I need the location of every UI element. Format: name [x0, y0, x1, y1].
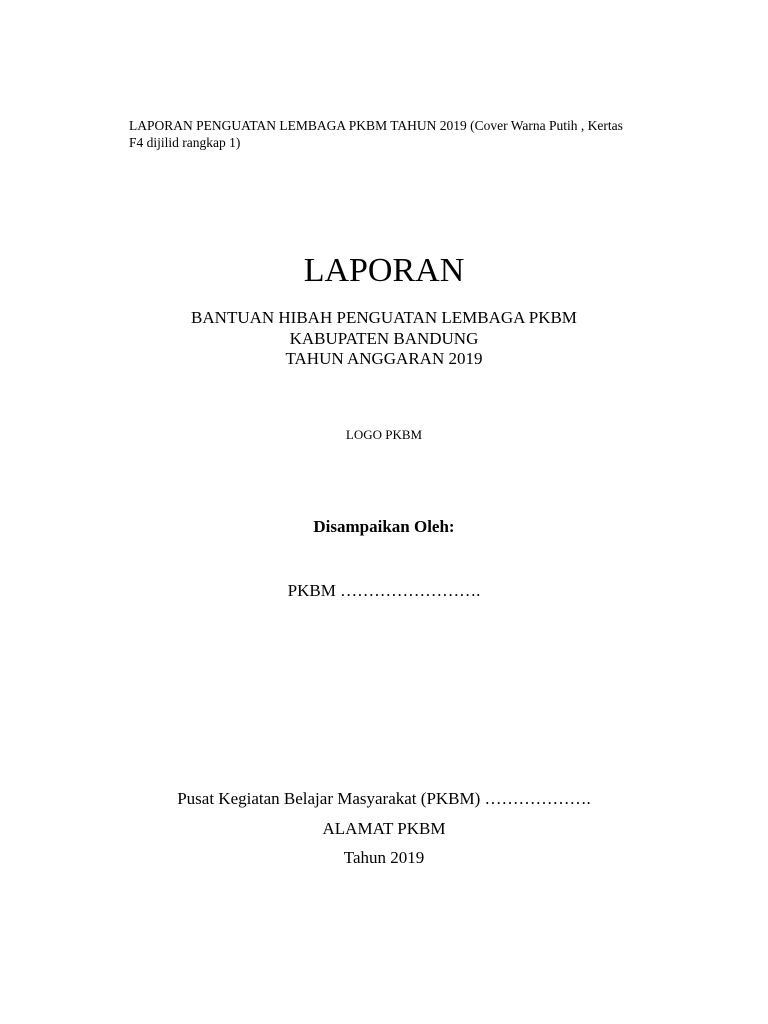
- subtitle-line-3: TAHUN ANGGARAN 2019: [285, 349, 483, 368]
- footer-block: [0, 789, 768, 878]
- submitted-by-label: Disampaikan Oleh:: [313, 517, 455, 536]
- organization-address: ALAMAT PKBM: [322, 818, 446, 838]
- report-title: LAPORAN: [303, 252, 465, 289]
- report-subtitle: [0, 308, 768, 370]
- report-year: Tahun 2019: [343, 848, 425, 867]
- organization-full-name: Pusat Kegiatan Belajar Masyarakat (PKBM) ……………….: [177, 789, 591, 808]
- subtitle-line-1: BANTUAN HIBAH PENGUATAN LEMBAGA PKBM: [191, 308, 577, 327]
- organization-name: PKBM …………………….: [287, 581, 481, 600]
- cover-instruction-note: [129, 117, 689, 151]
- cover-instruction-line-2: F4 dijilid rangkap 1): [129, 135, 241, 150]
- subtitle-line-2: KABUPATEN BANDUNG: [289, 328, 479, 348]
- cover-instruction-line-1: LAPORAN PENGUATAN LEMBAGA PKBM TAHUN 2019 (Cover Warna Putih , Kertas: [129, 118, 623, 133]
- logo-placeholder: LOGO PKBM: [345, 427, 423, 442]
